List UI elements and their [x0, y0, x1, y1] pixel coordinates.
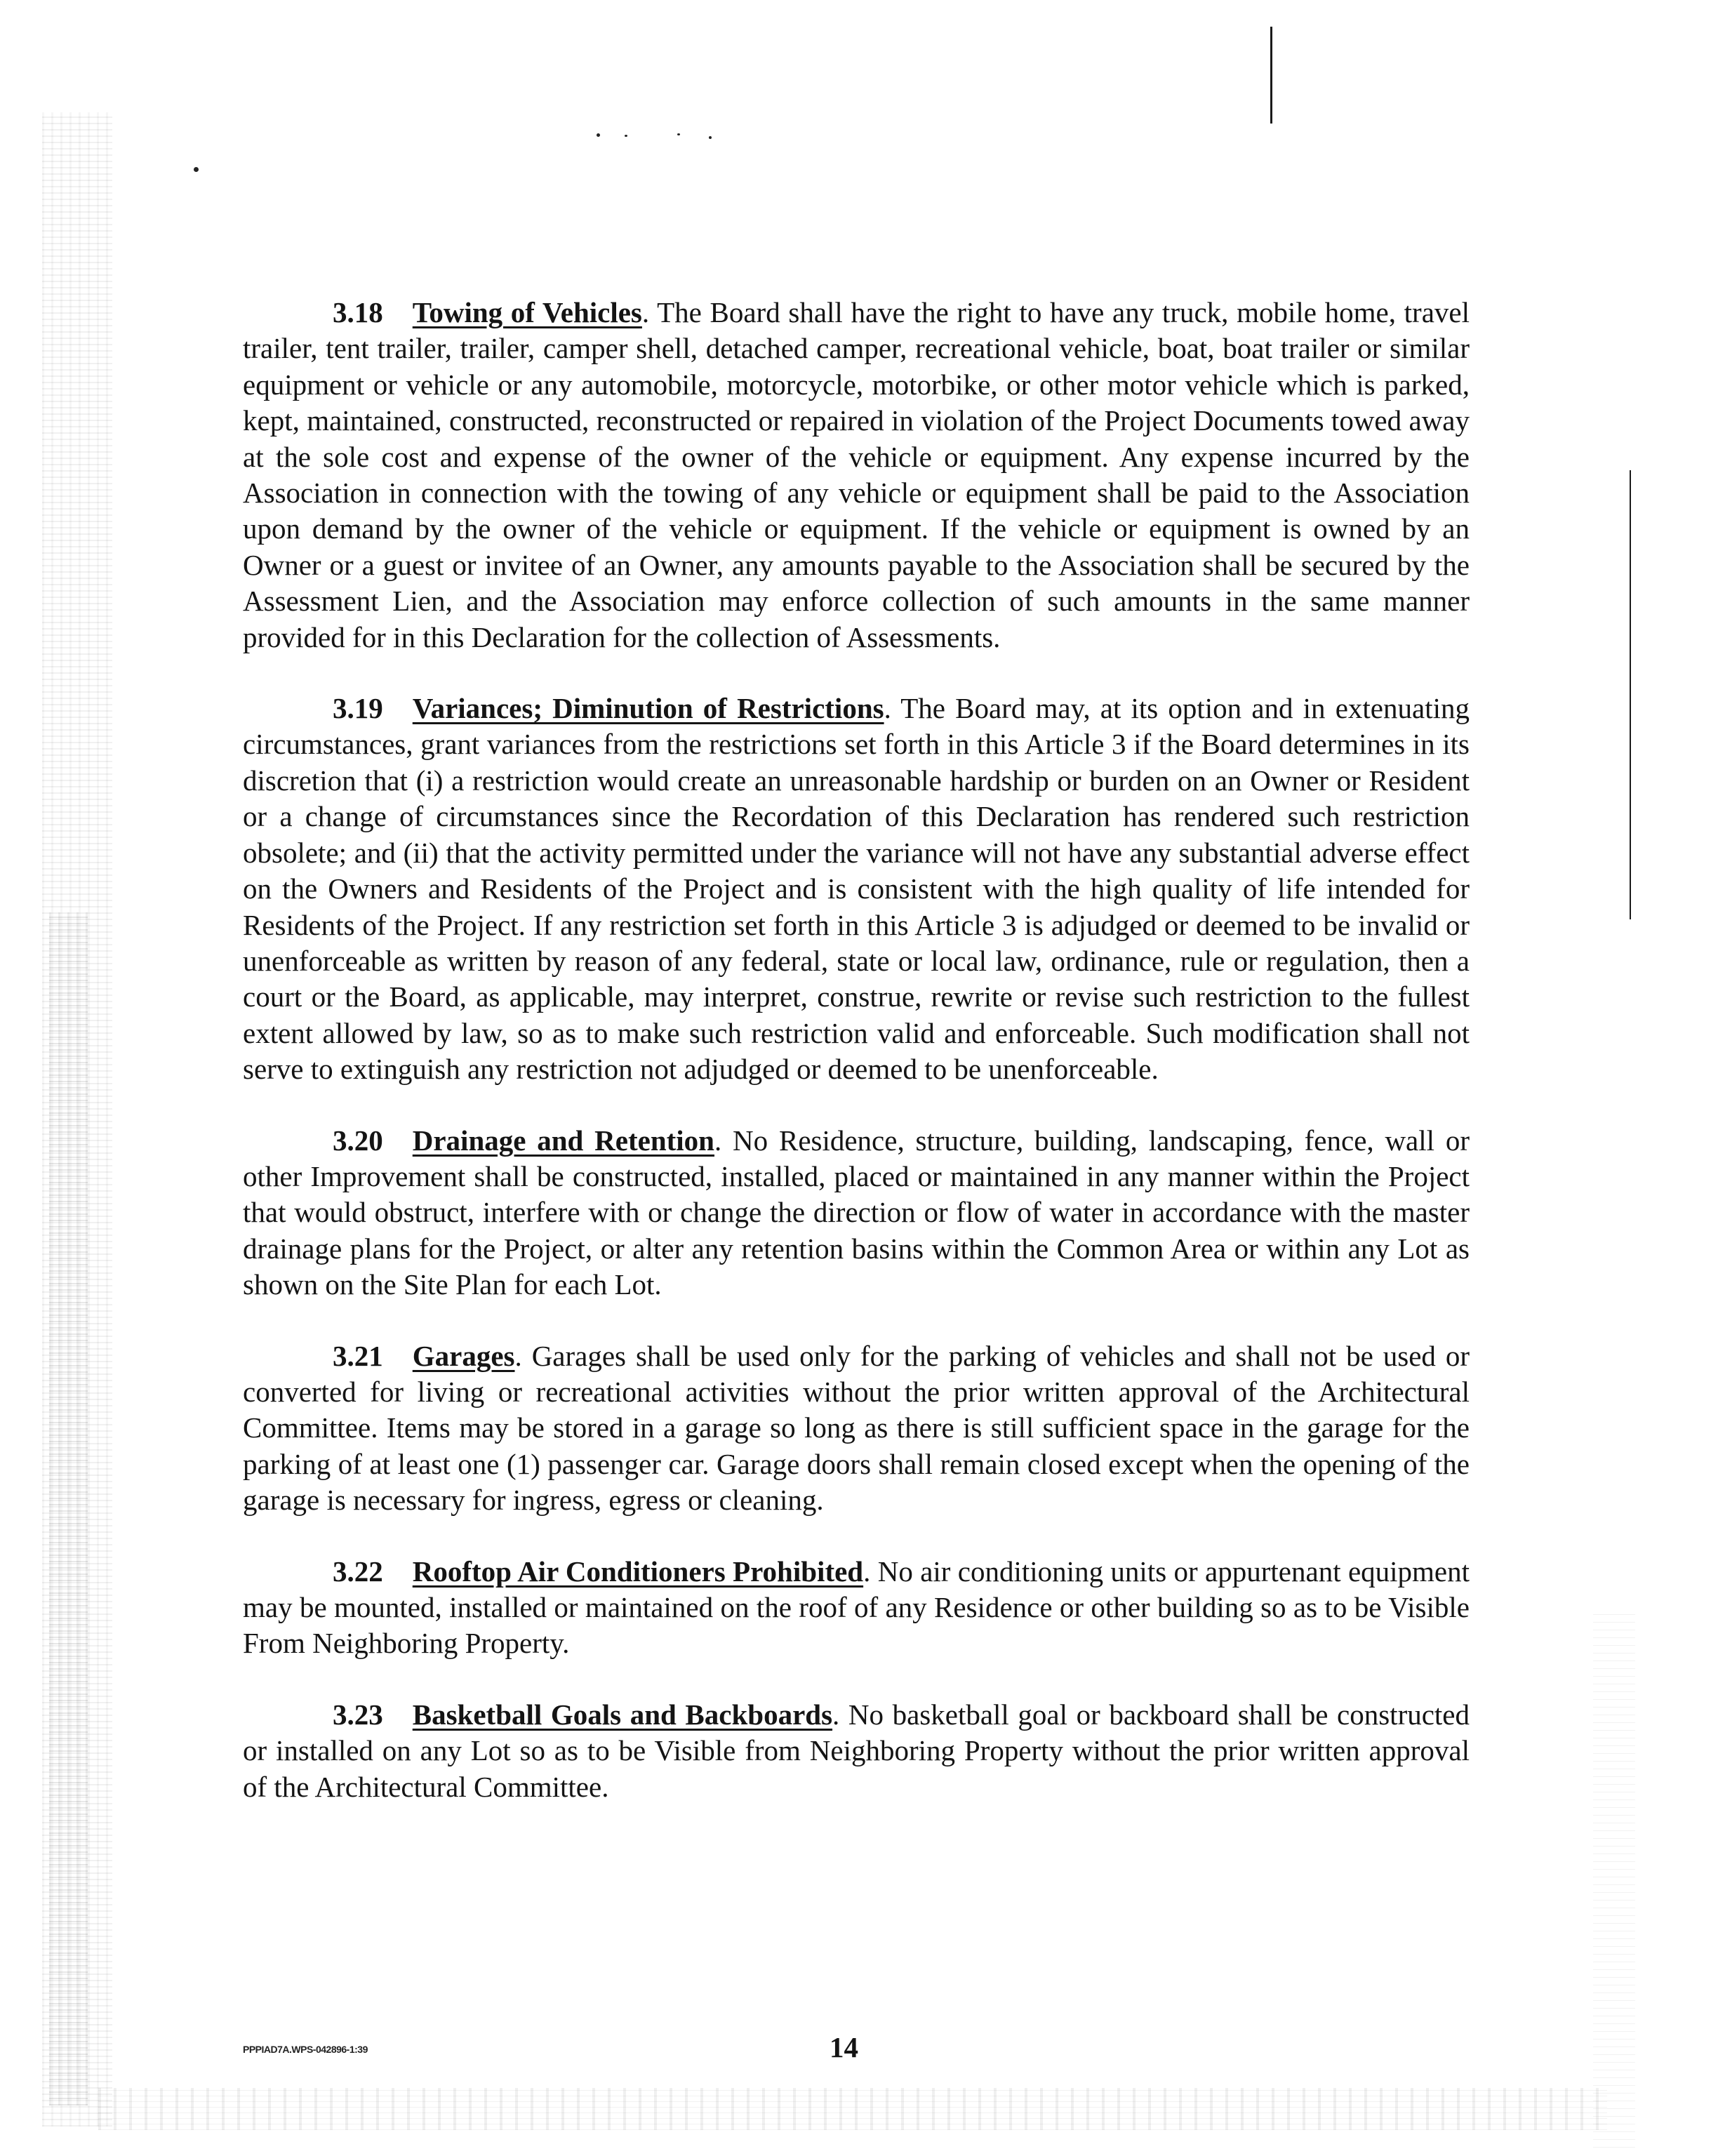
page-number: 14 — [830, 2031, 858, 2063]
section-title: Basketball Goals and Backboards — [412, 1698, 833, 1731]
section-3-19 — [243, 691, 1470, 1087]
title-period: . — [641, 296, 658, 328]
section-title: Garages — [412, 1339, 515, 1372]
section-body: No basketball goal or backboard shall be constructed or installed on any Lot so as to be Visible from Neighboring Property without the prior written approval of the Architectural Committee. — [243, 1698, 1470, 1803]
scan-speck — [625, 135, 627, 137]
section-number: 3.22 — [333, 1555, 383, 1588]
section-body: The Board shall have the right to have any truck, mobile home, travel trailer, tent trailer, trailer, camper shell, detached camper, recreational vehicle, boat, boat trailer or similar equipment or vehicle or any automobile, motorcycle, motorbike, or other motor vehicle which is parked, kept, maintained, constructed, reconstructed or repaired in violation of the Project Documents towed away at the sole cost and expense of the owner of the vehicle or equipment. Any expense incurred by the Association in connection with the towing of any vehicle or equipment shall be paid to the Association upon demand by the owner of the vehicle or equipment. If the vehicle or equipment is owned by an Owner or a guest or invitee of an Owner, any amounts payable to the Association shall be secured by the Assessment Lien, and the Association may enforce collection of such amounts in the same manner provided for in this Declaration for the collection of Assessments. — [243, 296, 1470, 653]
title-period: . — [714, 1124, 733, 1157]
scan-mark-top-right — [1270, 27, 1272, 124]
section-body: No air conditioning units or appurtenant equipment may be mounted, installed or maintained on the roof of any Residence or other building so as to be Visible From Neighboring Property. — [243, 1555, 1470, 1660]
section-number: 3.19 — [333, 692, 383, 725]
title-period: . — [884, 692, 901, 725]
scan-speck — [597, 133, 600, 137]
section-number: 3.18 — [333, 296, 383, 328]
scan-edge-noise-dark — [49, 912, 88, 2105]
scan-speck — [677, 133, 680, 135]
section-3-18 — [243, 295, 1470, 656]
title-period: . — [863, 1555, 878, 1588]
title-period: . — [514, 1339, 532, 1372]
scan-mark-right-margin — [1630, 470, 1631, 919]
section-number: 3.21 — [333, 1339, 383, 1372]
section-3-21 — [243, 1338, 1470, 1519]
scan-bottom-noise — [98, 2088, 1607, 2130]
section-title: Variances; Diminution of Restrictions — [412, 692, 884, 725]
section-title: Drainage and Retention — [412, 1124, 714, 1157]
title-period: . — [832, 1698, 848, 1731]
scan-speck — [709, 136, 712, 139]
section-3-22 — [243, 1554, 1470, 1662]
footer-document-code: PPPIAD7A.WPS-042896-1:39 — [243, 2044, 368, 2055]
section-body: Garages shall be used only for the parking of vehicles and shall not be used or converted for living or recreational activities without the prior written approval of the Architectural Committee. Items may be stored in a garage so long as there is still sufficient space in the garage for the parking of at least one (1) passenger car. Garage doors shall remain closed except when the opening of the garage is necessary for ingress, egress or cleaning. — [243, 1339, 1470, 1517]
section-title: Towing of Vehicles — [412, 296, 642, 328]
section-number: 3.20 — [333, 1124, 383, 1157]
section-title: Rooftop Air Conditioners Prohibited — [412, 1555, 864, 1588]
section-body: No Residence, structure, building, landscaping, fence, wall or other Improvement shall be constructed, installed, placed or maintained in any manner within the Project that would obstruct, interfere with or change the direction or flow of water in accordance with the master drainage plans for the Project, or alter any retention basins within the Common Area or within any Lot as shown on the Site Plan for each Lot. — [243, 1124, 1470, 1301]
scan-speck — [194, 167, 199, 172]
section-3-20 — [243, 1123, 1470, 1303]
section-number: 3.23 — [333, 1698, 383, 1731]
scan-right-noise — [1593, 1614, 1635, 2148]
section-body: The Board may, at its option and in extenuating circumstances, grant variances from the restrictions set forth in this Article 3 if the Board determines in its discretion that (i) a restriction would create an unreasonable hardship or burden on an Owner or Resident or a change of circumstances since the Recordation of this Declaration has rendered such restriction obsolete; and (ii) that the activity permitted under the variance will not have any substantial adverse effect on the Owners and Residents of the Project and is consistent with the high quality of life intended for Residents of the Project. If any restriction set forth in this Article 3 is adjudged or deemed to be invalid or unenforceable as written by reason of any federal, state or local law, ordinance, rule or regulation, then a court or the Board, as applicable, may interpret, construe, rewrite or revise such restriction to the fullest extent allowed by law, so as to make such restriction valid and enforceable. Such modification shall not serve to extinguish any restriction not adjudged or deemed to be unenforceable. — [243, 692, 1470, 1086]
document-body — [243, 295, 1470, 1840]
section-3-23 — [243, 1697, 1470, 1805]
